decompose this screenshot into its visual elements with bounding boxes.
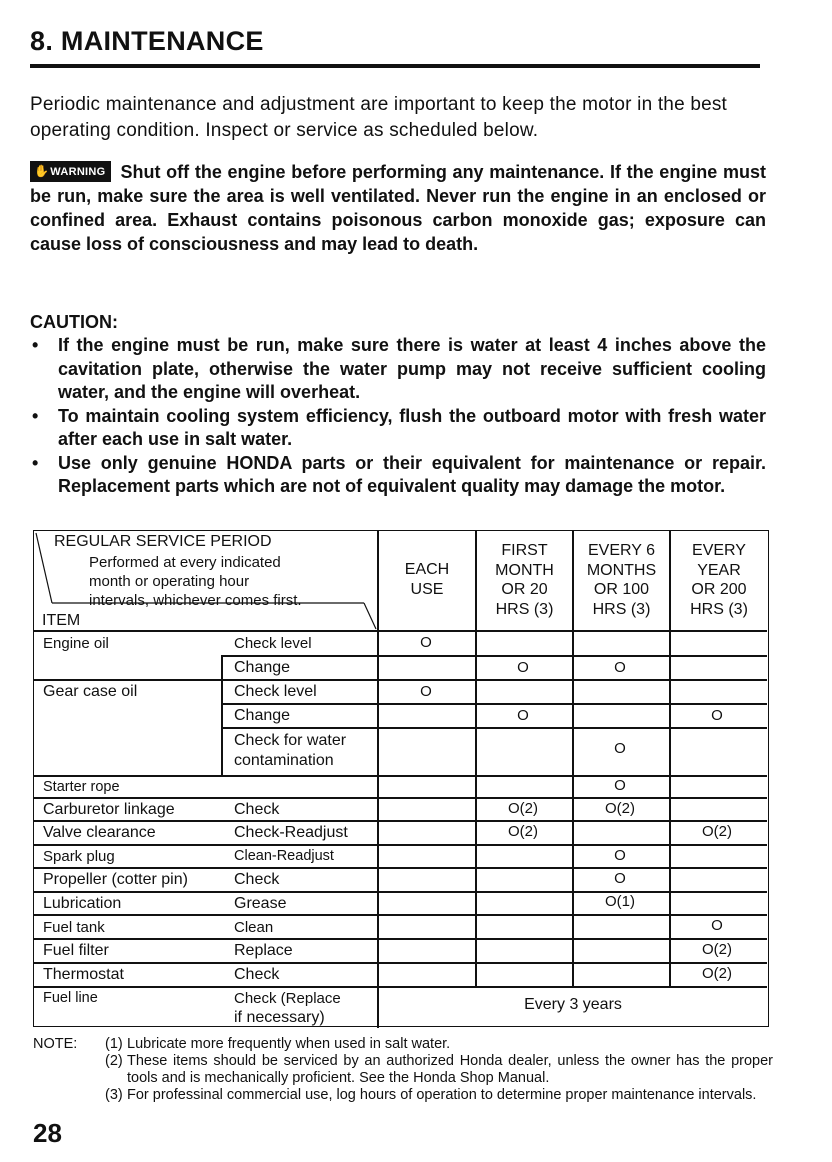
row-mark: O	[517, 659, 529, 676]
row-action: Change	[234, 707, 291, 724]
row-mark: O(1)	[605, 893, 635, 910]
note-number: (2)	[105, 1053, 123, 1069]
row-mark: O(2)	[702, 965, 732, 982]
note-item	[33, 1053, 773, 1087]
note-item	[33, 1087, 773, 1104]
warning-badge	[30, 161, 111, 182]
page-number: 28	[33, 1118, 62, 1148]
row-mark: O(2)	[508, 823, 538, 840]
row-mark: O(2)	[702, 941, 732, 958]
intro-paragraph: Periodic maintenance and adjustment are important to keep the motor in the best operating condition. Inspect or service as scheduled below.	[30, 94, 728, 141]
every-3-years: Every 3 years	[524, 996, 622, 1013]
header-first-month: FIRST MONTH OR 20 HRS (3)	[495, 542, 554, 618]
row-mark: O	[614, 870, 626, 887]
row-mark: O(2)	[605, 800, 635, 817]
row-action: Check	[234, 871, 280, 888]
caution-title: CAUTION:	[30, 312, 118, 332]
row-item: Fuel filter	[43, 942, 109, 959]
row-mark: O	[420, 634, 432, 651]
note-number: (1)	[105, 1036, 123, 1052]
row-item: Propeller (cotter pin)	[43, 871, 188, 888]
row-item: Thermostat	[43, 966, 124, 983]
note-text: Lubricate more frequently when used in salt water.	[127, 1036, 451, 1052]
caution-item: • Use only genuine HONDA parts or their equivalent for maintenance or repair. Replacement parts which are not of equivalent quality may damage the motor.	[32, 452, 766, 496]
note-number: (3)	[105, 1087, 123, 1103]
caution-list	[30, 334, 766, 499]
row-action: Check-Readjust	[234, 824, 348, 841]
row-mark: O(2)	[702, 823, 732, 840]
row-mark: O(2)	[508, 800, 538, 817]
row-action: Check (Replace	[234, 990, 341, 1007]
row-action: Check	[234, 801, 280, 818]
row-action: Check	[234, 966, 280, 983]
row-mark: O	[711, 917, 723, 934]
title-underline	[30, 64, 760, 68]
row-item: Fuel line	[43, 990, 98, 1006]
row-mark: O	[517, 707, 529, 724]
row-item: Gear case oil	[43, 683, 138, 700]
row-mark: O	[614, 659, 626, 676]
header-every-year: EVERY YEAR OR 200 HRS (3)	[690, 542, 748, 618]
note-text: These items should be serviced by an authorized Honda dealer, unless the owner has the proper tools and is mechanically proficient. See the Honda Shop Manual.	[127, 1053, 773, 1086]
maintenance-schedule-table	[33, 530, 769, 1027]
note-label: NOTE:	[33, 1036, 78, 1052]
row-action: Replace	[234, 942, 293, 959]
row-action: Clean-Readjust	[234, 848, 334, 864]
row-action: Change	[234, 659, 291, 676]
note-item	[33, 1036, 773, 1053]
row-item: Carburetor linkage	[43, 801, 175, 818]
notes-block	[33, 1036, 773, 1104]
row-mark: O	[614, 847, 626, 864]
header-performed-1: Performed at every indicated	[89, 554, 281, 571]
row-action: Grease	[234, 895, 287, 912]
bullet-icon: •	[32, 452, 39, 473]
header-performed-3: intervals, whichever comes first.	[89, 592, 302, 609]
header-each-use: EACH USE	[404, 561, 450, 598]
header-every-6-months: EVERY 6 MONTHS OR 100 HRS (3)	[586, 542, 657, 618]
header-item: ITEM	[42, 612, 81, 629]
row-item: Engine oil	[43, 635, 109, 652]
caution-item: • To maintain cooling system efficiency, flush the outboard motor with fresh water after each use in salt water.	[32, 405, 766, 449]
row-action-line2: contamination	[234, 752, 334, 769]
note-text: For professinal commercial use, log hours of operation to determine proper maintenance intervals.	[127, 1087, 757, 1103]
hand-icon: ✋	[34, 164, 50, 178]
row-item: Spark plug	[43, 848, 115, 865]
row-action: Check for water	[234, 732, 347, 749]
warning-block	[30, 160, 766, 256]
warning-text: Shut off the engine before performing any maintenance. If the engine must be run, make sure the area is well ventilated. Never run the engine in an enclosed or confined area. Exhaust contains poisonous carbon monoxide gas; exposure can cause loss of consciousness and may lead to death.	[30, 162, 766, 254]
header-regular: REGULAR SERVICE PERIOD	[54, 533, 272, 550]
row-item: Lubrication	[43, 895, 122, 912]
row-action-line2: if necessary)	[234, 1009, 325, 1026]
row-action: Check level	[234, 683, 317, 700]
bullet-icon: •	[32, 335, 39, 355]
warning-badge-label: WARNING	[50, 166, 106, 178]
row-item: Valve clearance	[43, 824, 156, 841]
header-performed-2: month or operating hour	[89, 573, 250, 590]
row-item: Starter rope	[43, 779, 120, 795]
row-mark: O	[614, 777, 626, 794]
row-mark: O	[614, 740, 626, 757]
row-mark: O	[420, 683, 432, 700]
bullet-icon: •	[32, 405, 39, 426]
caution-item: • If the engine must be run, make sure there is water at least 4 inches above the cavitation plate, otherwise the water pump may not receive sufficient cooling water, and the engine will overheat.	[32, 335, 766, 402]
row-mark: O	[711, 707, 723, 724]
row-action: Clean	[234, 919, 274, 936]
row-item: Fuel tank	[43, 919, 105, 936]
row-action: Check level	[234, 635, 312, 652]
section-title: 8. MAINTENANCE	[30, 26, 264, 56]
